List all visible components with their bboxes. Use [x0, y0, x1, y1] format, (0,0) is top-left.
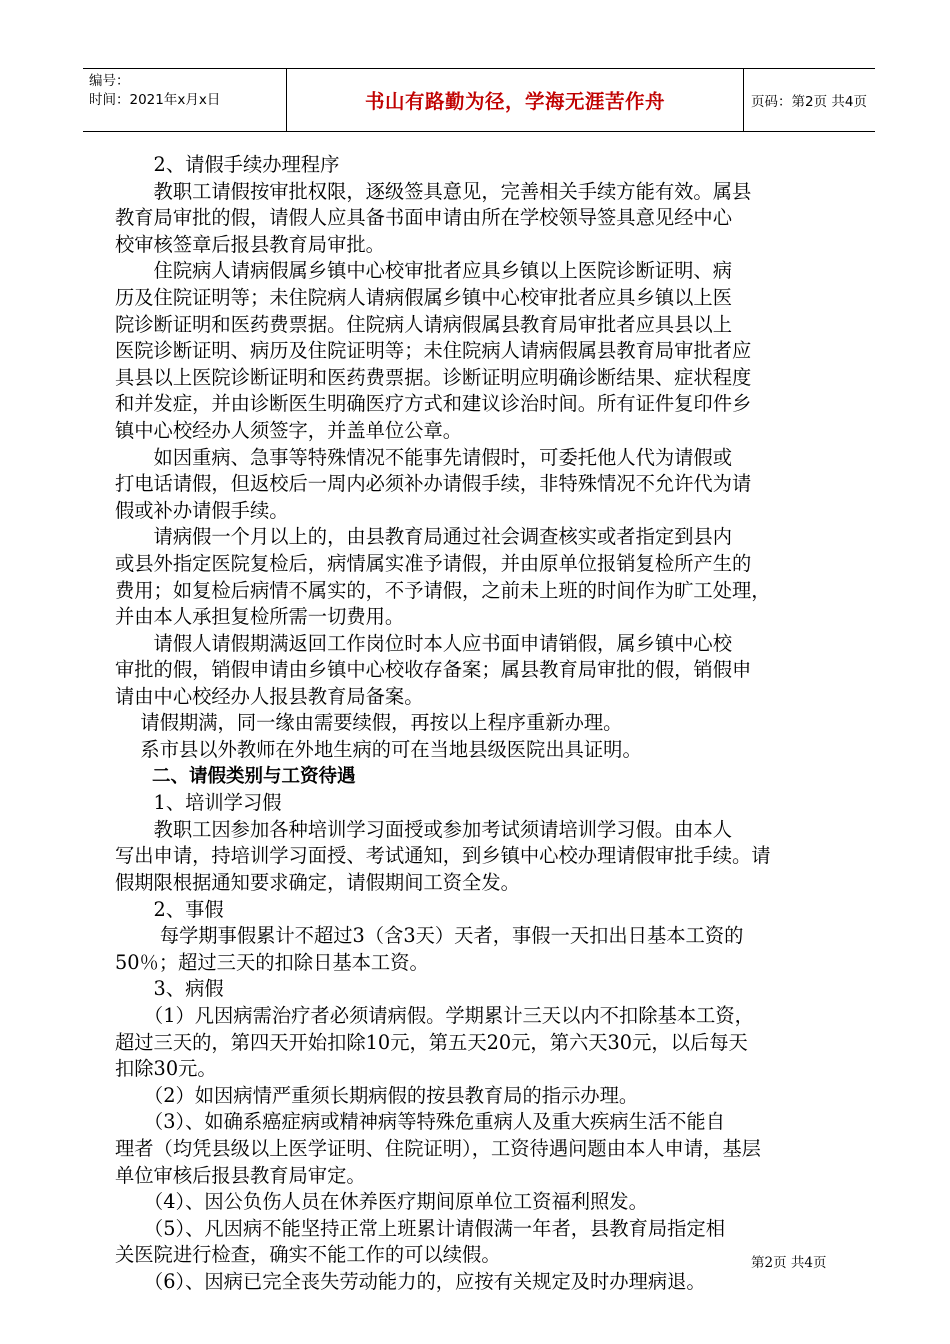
text-line: 审批的假，销假申请由乡镇中心校收存备案；属县教育局审批的假，销假申	[115, 658, 752, 682]
text-line: 请由中心校经办人报县教育局备案。	[115, 684, 424, 708]
text-line: 教职工请假按审批权限，逐级签具意见，完善相关手续方能有效。属县	[115, 179, 752, 203]
document-number-label: 编号：	[89, 73, 130, 89]
text-line: 关医院进行检查，确实不能工作的可以续假。	[115, 1243, 501, 1267]
document-body	[115, 152, 843, 1296]
text-line: 院诊断证明和医药费票据。住院病人请病假属县教育局审批者应具县以上	[115, 312, 732, 336]
text-line: （6）、因病已完全丧失劳动能力的，应按有关规定及时办理病退。	[115, 1269, 706, 1293]
header-page-cell	[743, 69, 875, 131]
text-line: （3）、如确系癌症病或精神病等特殊危重病人及重大疾病生活不能自	[115, 1110, 725, 1134]
text-line: 打电话请假，但返校后一周内必须补办请假手续，非特殊情况不允许代为请	[115, 472, 752, 496]
text-line: 并由本人承担复检所需一切费用。	[115, 605, 405, 629]
text-line: 医院诊断证明、病历及住院证明等；未住院病人请病假属县教育局审批者应	[115, 339, 752, 363]
text-line: 校审核签章后报县教育局审批。	[115, 232, 385, 256]
text-line: 具县以上医院诊断证明和医药费票据。诊断证明应明确诊断结果、症状程度	[115, 365, 752, 389]
text-line: 50％；超过三天的扣除日基本工资。	[115, 950, 429, 974]
section-heading: 二、请假类别与工资待遇	[115, 765, 356, 787]
header-motto: 书山有路勤为径，学海无涯苦作舟	[364, 90, 665, 113]
text-line: 单位审核后报县教育局审定。	[115, 1163, 366, 1187]
text-line: 请病假一个月以上的，由县教育局通过社会调查核实或者指定到县内	[115, 525, 732, 549]
text-line: （4）、因公负伤人员在休养医疗期间原单位工资福利照发。	[115, 1190, 648, 1214]
text-line: 系市县以外教师在外地生病的可在当地县级医院出具证明。	[115, 738, 642, 762]
text-line: 或县外指定医院复检后，病情属实准予请假，并由原单位报销复检所产生的	[115, 551, 752, 575]
header-meta	[83, 69, 286, 131]
text-line: 教职工因参加各种培训学习面授或参加考试须请培训学习假。由本人	[115, 817, 732, 841]
page-header	[83, 68, 875, 132]
text-line: 理者（均凭县级以上医学证明、住院证明），工资待遇问题由本人申请，基层	[115, 1136, 761, 1160]
text-line: 历及住院证明等；未住院病人请病假属乡镇中心校审批者应具乡镇以上医	[115, 285, 732, 309]
text-line: 如因重病、急事等特殊情况不能事先请假时，可委托他人代为请假或	[115, 445, 732, 469]
text-line: 费用；如复检后病情不属实的，不予请假，之前未上班的时间作为旷工处理，	[115, 578, 771, 602]
text-line: 和并发症，并由诊断医生明确医疗方式和建议诊治时间。所有证件复印件乡	[115, 392, 752, 416]
text-line: 写出申请，持培训学习面授、考试通知，到乡镇中心校办理请假审批手续。请	[115, 844, 771, 868]
text-line: （1）凡因病需治疗者必须请病假。学期累计三天以内不扣除基本工资，	[115, 1004, 754, 1027]
text-line: 2、请假手续办理程序	[115, 153, 340, 176]
text-line: 1、培训学习假	[115, 791, 282, 815]
text-line: 请假人请假期满返回工作岗位时本人应书面申请销假，属乡镇中心校	[115, 631, 732, 655]
text-line: 请假期满，同一缘由需要续假，再按以上程序重新办理。	[115, 711, 623, 735]
text-line: 假或补办请假手续。	[115, 498, 289, 522]
page-footer: 第2页 共4页	[751, 1255, 827, 1271]
document-time-label: 时间：2021年x月x日	[89, 92, 221, 108]
text-line: 每学期事假累计不超过3（含3天）天者，事假一天扣出日基本工资的	[115, 924, 744, 948]
text-line: 假期限根据通知要求确定，请假期间工资全发。	[115, 871, 520, 895]
text-line: 教育局审批的假，请假人应具备书面申请由所在学校领导签具意见经中心	[115, 206, 732, 230]
header-page-info: 页码：第2页 共4页	[751, 94, 867, 110]
header-motto-cell	[286, 69, 744, 131]
text-line: （5）、凡因病不能坚持正常上班累计请假满一年者，县教育局指定相	[115, 1216, 725, 1240]
text-line: 2、事假	[115, 897, 224, 921]
text-line: 超过三天的，第四天开始扣除10元，第五天20元，第六天30元，以后每天	[115, 1030, 748, 1054]
text-line: 住院病人请病假属乡镇中心校审批者应具乡镇以上医院诊断证明、病	[115, 259, 732, 283]
text-line: 镇中心校经办人须签字，并盖单位公章。	[115, 418, 463, 442]
text-line: 3、病假	[115, 977, 224, 1001]
text-line: （2）如因病情严重须长期病假的按县教育局的指示办理。	[115, 1083, 639, 1107]
text-line: 扣除30元。	[115, 1057, 217, 1081]
